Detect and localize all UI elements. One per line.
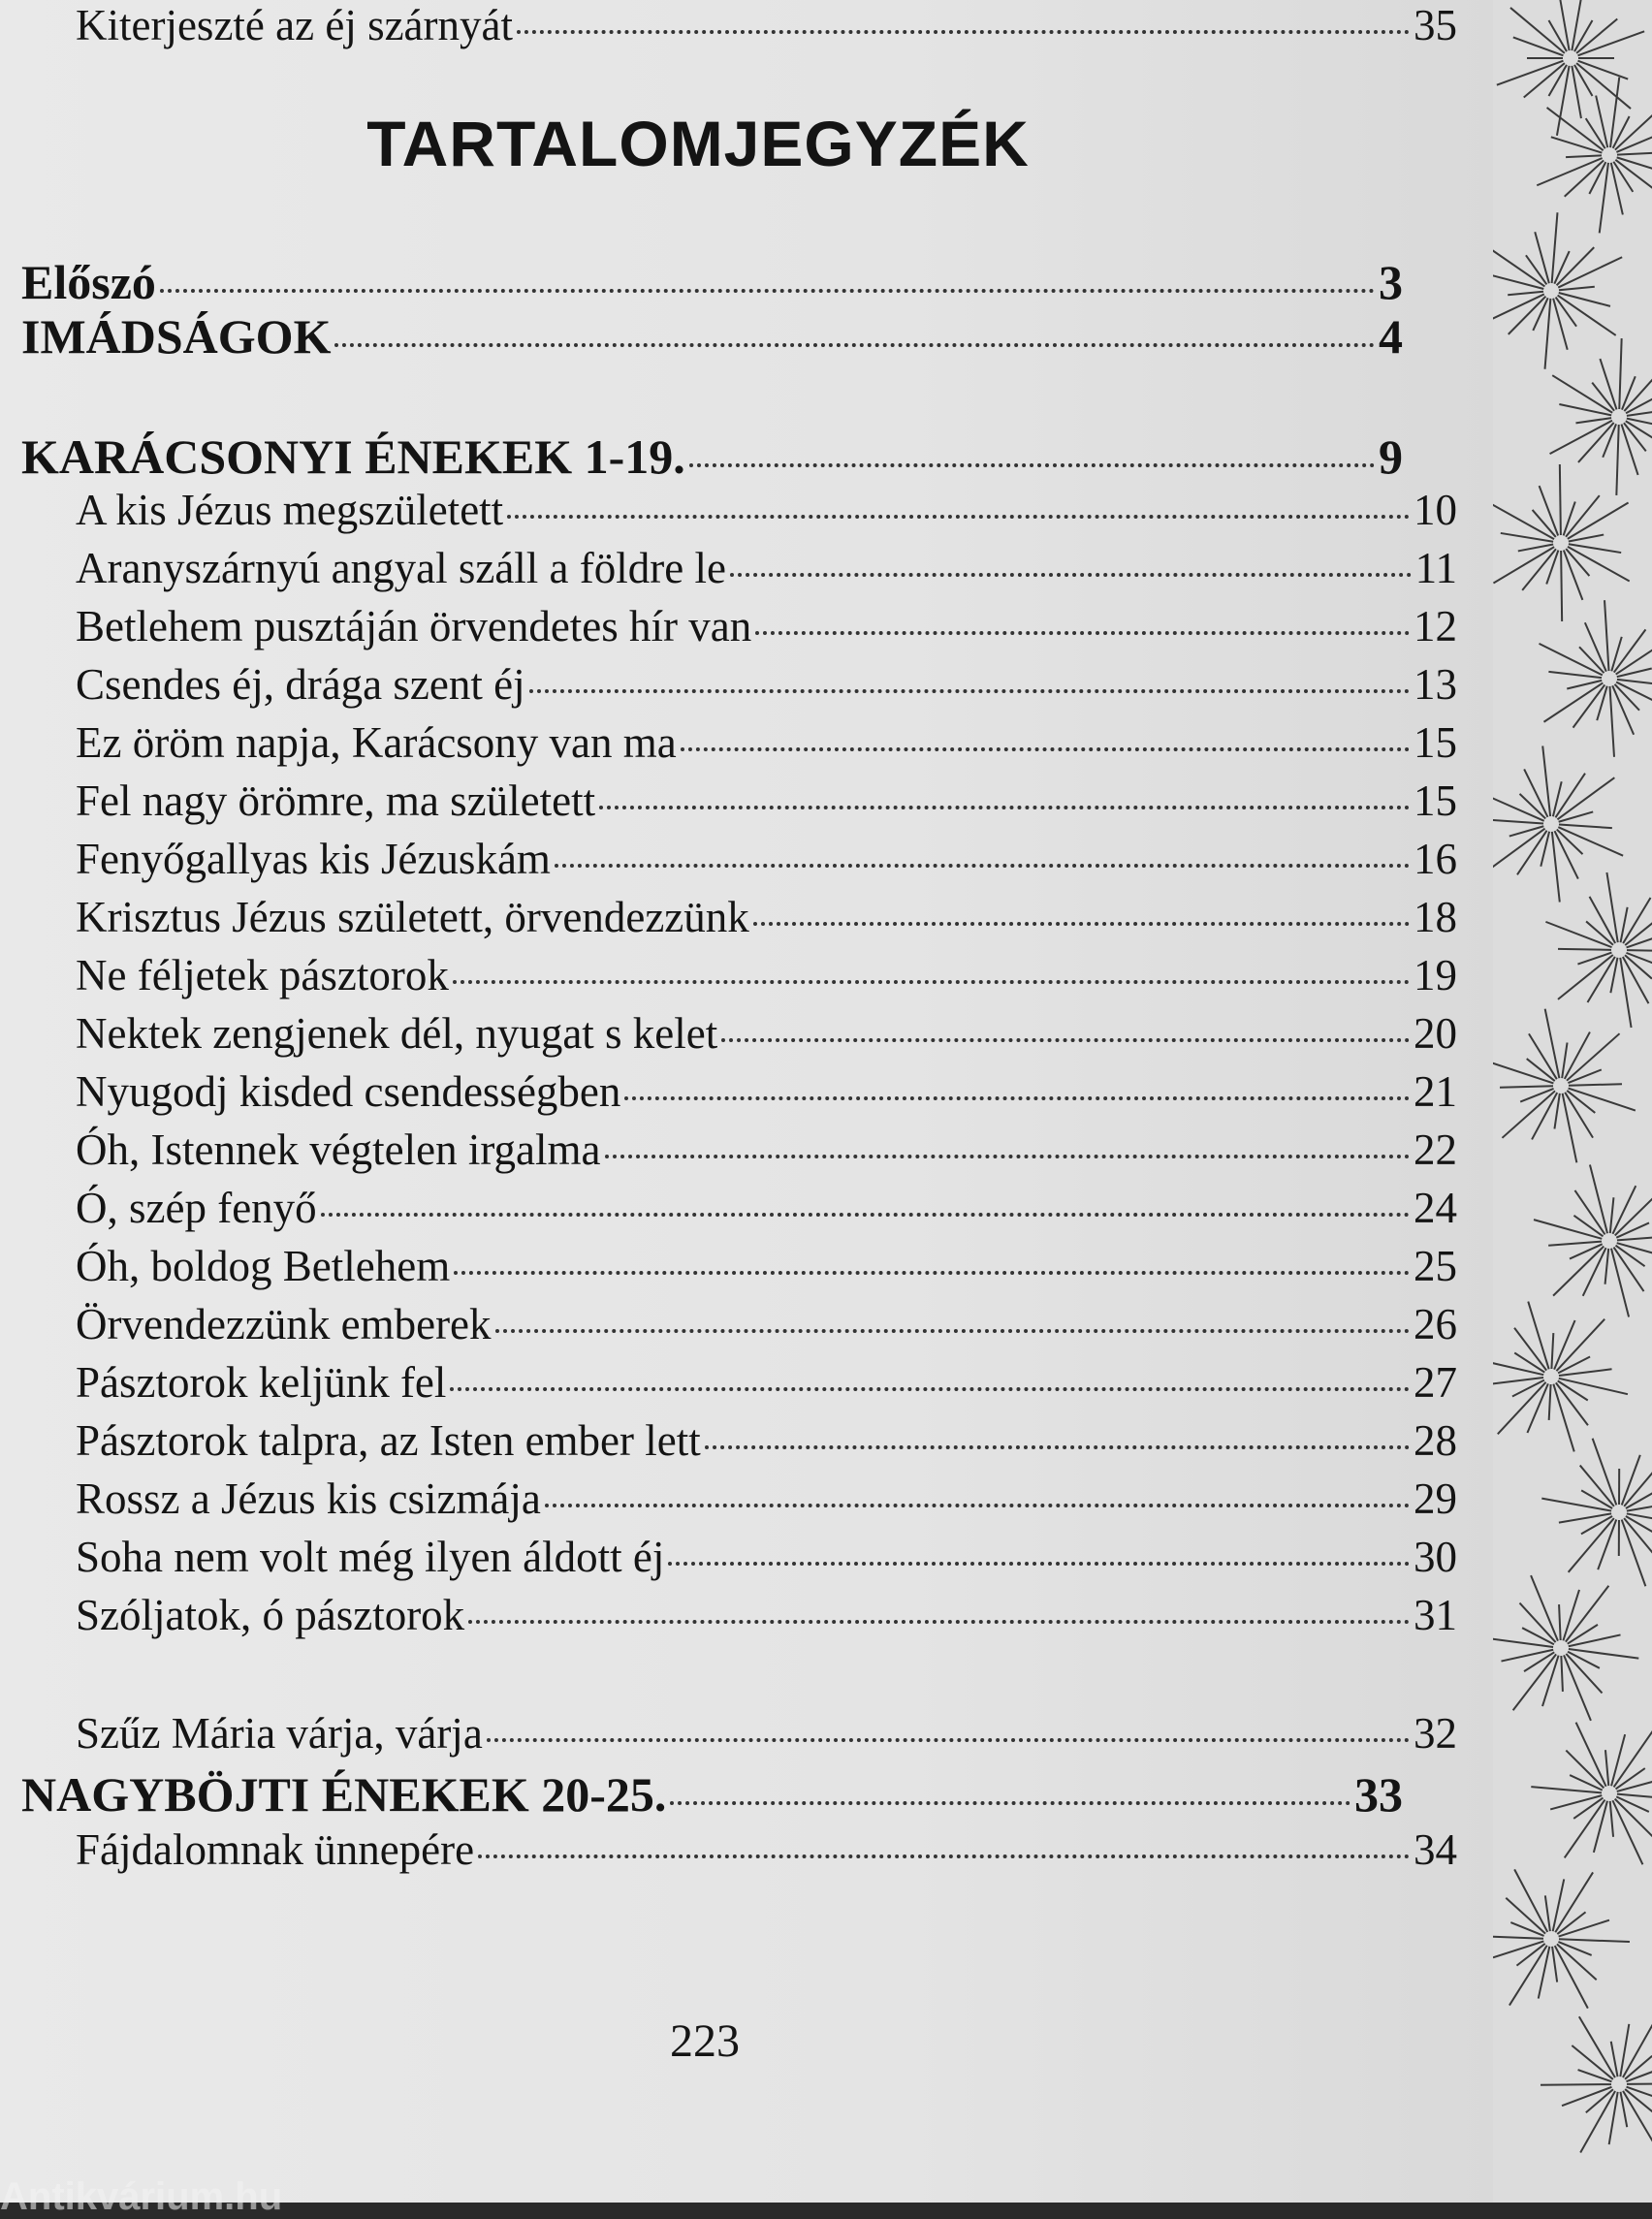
toc-entry-title: Előszó xyxy=(21,254,156,310)
toc-entry xyxy=(0,1066,1457,1117)
dot-leader xyxy=(605,1155,1411,1158)
toc-entry-title: Óh, Istennek végtelen irgalma xyxy=(76,1125,601,1175)
toc-entry-title: Csendes éj, drága szent éj xyxy=(76,659,525,710)
toc-entry-title: Ne féljetek pásztorok xyxy=(76,950,449,1000)
toc-entry xyxy=(0,776,1457,826)
toc-entry-title: Nektek zengjenek dél, nyugat s kelet xyxy=(76,1008,717,1059)
dot-leader xyxy=(454,1271,1410,1275)
toc-entry-page: 25 xyxy=(1414,1241,1457,1291)
toc-entry-page: 15 xyxy=(1414,717,1457,768)
toc-entry-title: Fájdalomnak ünnepére xyxy=(76,1824,474,1875)
toc-entry-page: 30 xyxy=(1414,1532,1457,1582)
toc-entry-page: 21 xyxy=(1414,1066,1457,1117)
dot-leader xyxy=(681,747,1410,751)
dot-leader xyxy=(705,1445,1410,1449)
watermark: Antikvárium.hu xyxy=(0,2175,282,2219)
dot-leader xyxy=(160,289,1375,293)
toc-entry-title: Kiterjeszté az éj szárnyát xyxy=(76,0,513,50)
toc-entry xyxy=(0,1299,1457,1349)
toc-entry-title: Pásztorok keljünk fel xyxy=(76,1357,446,1408)
dot-leader xyxy=(478,1854,1410,1858)
toc-entry-title: Rossz a Jézus kis csizmája xyxy=(76,1474,541,1524)
page-number: 223 xyxy=(0,2014,1410,2068)
dot-leader xyxy=(495,1329,1410,1333)
toc-entry xyxy=(0,892,1457,942)
toc-entry xyxy=(0,543,1457,593)
toc-entry xyxy=(0,0,1457,50)
toc-entry-page: 33 xyxy=(1354,1766,1403,1823)
toc-entry xyxy=(0,1708,1457,1759)
toc-entry-title: Krisztus Jézus született, örvendezzünk xyxy=(76,892,749,942)
toc-entry xyxy=(0,1008,1457,1059)
toc-entry-page: 35 xyxy=(1414,0,1457,50)
dot-leader xyxy=(545,1504,1410,1507)
dot-leader xyxy=(453,980,1410,984)
dot-leader xyxy=(668,1562,1410,1566)
toc-entry xyxy=(0,1590,1457,1640)
toc-entry xyxy=(0,1357,1457,1408)
toc-entry-page: 11 xyxy=(1415,543,1457,593)
dot-leader xyxy=(487,1738,1410,1742)
toc-entry-title: A kis Jézus megszületett xyxy=(76,485,503,535)
toc-entry-title: KARÁCSONYI ÉNEKEK 1-19. xyxy=(21,428,685,485)
toc-entry-title: Óh, boldog Betlehem xyxy=(76,1241,450,1291)
toc-section-heading xyxy=(0,428,1403,485)
toc-entry-page: 15 xyxy=(1414,776,1457,826)
toc-entry-title: Ó, szép fenyő xyxy=(76,1183,317,1233)
toc-entry-title: Örvendezzünk emberek xyxy=(76,1299,492,1349)
toc-entry xyxy=(0,1824,1457,1875)
toc-entry-title: Betlehem pusztáján örvendetes hír van xyxy=(76,601,751,651)
toc-entry xyxy=(0,1474,1457,1524)
dot-leader xyxy=(755,631,1410,635)
toc-entry-page: 9 xyxy=(1379,428,1403,485)
toc-entry-title: Fenyőgallyas kis Jézuskám xyxy=(76,834,551,884)
toc-entry-page: 13 xyxy=(1414,659,1457,710)
toc-entry xyxy=(0,1415,1457,1466)
toc-section-heading xyxy=(0,1766,1403,1823)
dot-leader xyxy=(721,1038,1410,1042)
toc-entry-page: 20 xyxy=(1414,1008,1457,1059)
toc-entry-page: 19 xyxy=(1414,950,1457,1000)
toc-entry-page: 24 xyxy=(1414,1183,1457,1233)
toc-section-heading xyxy=(0,308,1403,365)
toc-entry-title: IMÁDSÁGOK xyxy=(21,308,331,365)
toc-entry-title: Szűz Mária várja, várja xyxy=(76,1708,483,1759)
dot-leader xyxy=(753,922,1410,926)
dot-leader xyxy=(670,1801,1350,1805)
toc-entry-page: 12 xyxy=(1414,601,1457,651)
toc-entry-page: 27 xyxy=(1414,1357,1457,1408)
dot-leader xyxy=(468,1620,1410,1624)
toc-entry-page: 3 xyxy=(1379,254,1403,310)
toc-entry xyxy=(0,1183,1457,1233)
toc-entry-title: Ez öröm napja, Karácsony van ma xyxy=(76,717,677,768)
toc-entry xyxy=(0,485,1457,535)
toc-entry xyxy=(0,1241,1457,1291)
toc-entry-title: Szóljatok, ó pásztorok xyxy=(76,1590,464,1640)
toc-entry-page: 18 xyxy=(1414,892,1457,942)
dot-leader xyxy=(555,864,1410,868)
toc-entry-page: 31 xyxy=(1414,1590,1457,1640)
toc-entry-page: 34 xyxy=(1414,1824,1457,1875)
toc-entry xyxy=(0,601,1457,651)
toc-entry-page: 32 xyxy=(1414,1708,1457,1759)
dot-leader xyxy=(529,689,1410,693)
toc-entry-page: 22 xyxy=(1414,1125,1457,1175)
dot-leader xyxy=(321,1213,1410,1217)
toc-entry-title: NAGYBÖJTI ÉNEKEK 20-25. xyxy=(21,1766,666,1823)
toc-entry-page: 29 xyxy=(1414,1474,1457,1524)
toc-entry-title: Pásztorok talpra, az Isten ember lett xyxy=(76,1415,701,1466)
toc-entry xyxy=(0,1532,1457,1582)
toc-entry-title: Fel nagy örömre, ma született xyxy=(76,776,595,826)
toc-entry-page: 4 xyxy=(1379,308,1403,365)
toc-section-heading xyxy=(0,254,1403,310)
dot-leader xyxy=(334,343,1375,347)
dot-leader xyxy=(624,1096,1410,1100)
page-title: TARTALOMJEGYZÉK xyxy=(0,107,1396,180)
dot-leader xyxy=(689,463,1375,467)
dot-leader xyxy=(517,30,1410,34)
toc-entry-title: Soha nem volt még ilyen áldott éj xyxy=(76,1532,664,1582)
toc-entry-page: 28 xyxy=(1414,1415,1457,1466)
toc-entry xyxy=(0,659,1457,710)
toc-entry-page: 16 xyxy=(1414,834,1457,884)
toc-entry-page: 26 xyxy=(1414,1299,1457,1349)
toc-entry-title: Aranyszárnyú angyal száll a földre le xyxy=(76,543,726,593)
dot-leader xyxy=(730,573,1412,577)
dot-leader xyxy=(599,806,1410,809)
toc-entry xyxy=(0,950,1457,1000)
decorative-page-edge xyxy=(1493,0,1652,2203)
toc-entry xyxy=(0,834,1457,884)
toc-entry-page: 10 xyxy=(1414,485,1457,535)
toc-entry-title: Nyugodj kisded csendességben xyxy=(76,1066,620,1117)
dot-leader xyxy=(450,1387,1410,1391)
toc-entry xyxy=(0,1125,1457,1175)
dot-leader xyxy=(507,515,1410,519)
starburst-pattern-icon xyxy=(1493,0,1652,2203)
toc-entry xyxy=(0,717,1457,768)
